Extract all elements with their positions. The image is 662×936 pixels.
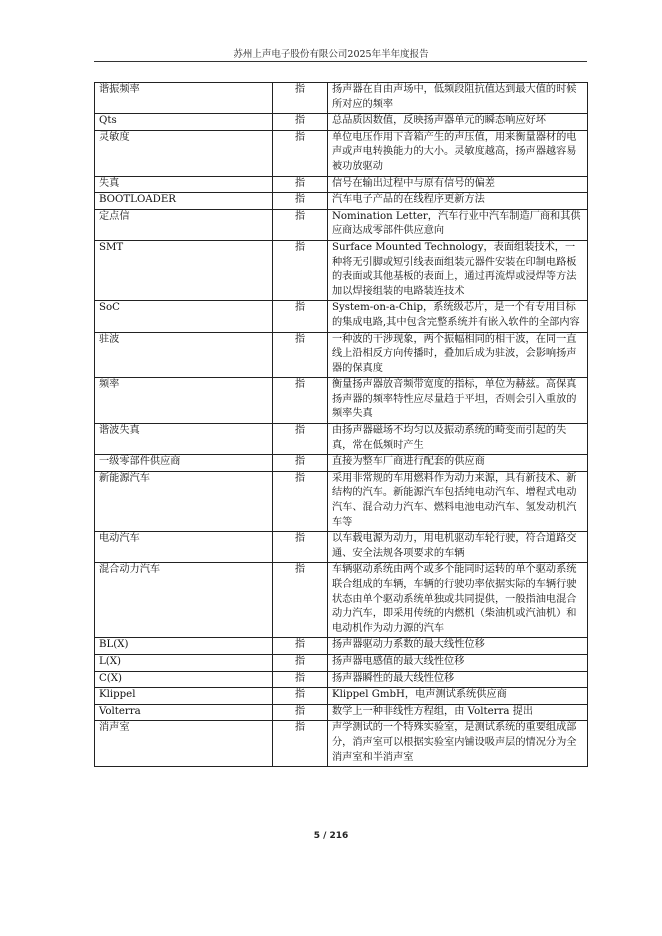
separator-cell: 指 (273, 424, 328, 455)
table-row (95, 654, 588, 671)
definition-cell: 扬声器驱动力系数的最大线性位移 (328, 638, 588, 655)
table-row (95, 332, 588, 378)
separator-cell: 指 (273, 209, 328, 240)
definition-cell: 汽车电子产品的在线程序更新方法 (328, 193, 588, 210)
separator-cell: 指 (273, 114, 328, 131)
table-row (95, 378, 588, 424)
definition-cell: 扬声器瞬性的最大线性位移 (328, 671, 588, 688)
term-cell: 频率 (95, 378, 273, 424)
definition-cell: 信号在输出过程中与原有信号的偏差 (328, 176, 588, 193)
table-row (95, 176, 588, 193)
table-row (95, 424, 588, 455)
term-cell: 一级零部件供应商 (95, 455, 273, 472)
definition-cell: System-on-a-Chip，系统级芯片，是一个有专用目标的集成电路,其中包含完整系统并有嵌入软件的全部内容 (328, 301, 588, 332)
term-cell: 谐振频率 (95, 83, 273, 114)
term-cell: 灵敏度 (95, 130, 273, 176)
term-cell: SMT (95, 240, 273, 300)
table-row (95, 301, 588, 332)
separator-cell: 指 (273, 638, 328, 655)
separator-cell: 指 (273, 176, 328, 193)
page-number: 5 / 216 (313, 831, 349, 841)
definition-cell: 以车载电源为动力，用电机驱动车轮行驶，符合道路交通、安全法规各项要求的车辆 (328, 532, 588, 563)
term-cell: 消声室 (95, 721, 273, 767)
header-rule (94, 61, 587, 62)
term-cell: L(X) (95, 654, 273, 671)
definition-cell: 直接为整车厂商进行配套的供应商 (328, 455, 588, 472)
separator-cell: 指 (273, 721, 328, 767)
definition-cell: 一种波的干涉现象，两个振幅相同的相干波，在同一直线上沿相反方向传播时，叠加后成为驻波，会影响扬声器的保真度 (328, 332, 588, 378)
term-cell: 电动汽车 (95, 532, 273, 563)
term-cell: 定点信 (95, 209, 273, 240)
table-row (95, 471, 588, 531)
table-row (95, 638, 588, 655)
definition-cell: Klippel GmbH，电声测试系统供应商 (328, 688, 588, 705)
table-row (95, 563, 588, 638)
definition-cell: Nomination Letter，汽车行业中汽车制造厂商和其供应商达成零部件供应意向 (328, 209, 588, 240)
term-cell: Klippel (95, 688, 273, 705)
term-cell: SoC (95, 301, 273, 332)
page-header: 苏州上声电子股份有限公司2025年半年度报告 (233, 49, 429, 60)
glossary-table (94, 82, 588, 767)
table-row (95, 688, 588, 705)
separator-cell: 指 (273, 240, 328, 300)
separator-cell: 指 (273, 688, 328, 705)
table-row (95, 209, 588, 240)
separator-cell: 指 (273, 378, 328, 424)
definition-cell: 采用非常规的车用燃料作为动力来源，具有新技术、新结构的汽车。新能源汽车包括纯电动汽车、增程式电动汽车、混合动力汽车、燃料电池电动汽车、氢发动机汽车等 (328, 471, 588, 531)
term-cell: 驻波 (95, 332, 273, 378)
separator-cell: 指 (273, 332, 328, 378)
separator-cell: 指 (273, 563, 328, 638)
term-cell: BOOTLOADER (95, 193, 273, 210)
term-cell: 新能源汽车 (95, 471, 273, 531)
definition-cell: 车辆驱动系统由两个或多个能同时运转的单个驱动系统联合组成的车辆，车辆的行驶功率依据实际的车辆行驶状态由单个驱动系统单独或共同提供，一般指油电混合动力汽车，即采用传统的内燃机（柴油机或汽油机）和电动机作为动力源的汽车 (328, 563, 588, 638)
table-row (95, 83, 588, 114)
definition-cell: 单位电压作用下音箱产生的声压值，用来衡量器材的电声或声电转换能力的大小。灵敏度越高，扬声器越容易被功放驱动 (328, 130, 588, 176)
term-cell: Volterra (95, 704, 273, 721)
table-row (95, 193, 588, 210)
table-row (95, 130, 588, 176)
term-cell: 谐波失真 (95, 424, 273, 455)
definition-cell: 扬声器在自由声场中，低频段阻抗值达到最大值的时候所对应的频率 (328, 83, 588, 114)
table-row (95, 721, 588, 767)
separator-cell: 指 (273, 671, 328, 688)
definition-cell: Surface Mounted Technology，表面组装技术，一种将无引脚或短引线表面组装元器件安装在印制电路板的表面或其他基板的表面上，通过再流焊或浸焊等方法加以焊接组装的电路装连技术 (328, 240, 588, 300)
table-row (95, 671, 588, 688)
separator-cell: 指 (273, 83, 328, 114)
term-cell: Qts (95, 114, 273, 131)
separator-cell: 指 (273, 130, 328, 176)
table-row (95, 704, 588, 721)
table-row (95, 114, 588, 131)
table-row (95, 455, 588, 472)
term-cell: BL(X) (95, 638, 273, 655)
term-cell: 失真 (95, 176, 273, 193)
table-row (95, 532, 588, 563)
definition-cell: 衡量扬声器放音频带宽度的指标，单位为赫兹。高保真扬声器的频率特性应尽量趋于平坦，否则会引入重放的频率失真 (328, 378, 588, 424)
definition-cell: 扬声器电感值的最大线性位移 (328, 654, 588, 671)
definition-cell: 声学测试的一个特殊实验室，是测试系统的重要组成部分，消声室可以根据实验室内铺设吸声层的情况分为全消声室和半消声室 (328, 721, 588, 767)
separator-cell: 指 (273, 532, 328, 563)
separator-cell: 指 (273, 455, 328, 472)
separator-cell: 指 (273, 704, 328, 721)
separator-cell: 指 (273, 471, 328, 531)
definition-cell: 数学上一种非线性方程组，由 Volterra 提出 (328, 704, 588, 721)
table-row (95, 240, 588, 300)
definition-cell: 总品质因数值，反映扬声器单元的瞬态响应好坏 (328, 114, 588, 131)
glossary-body (95, 83, 588, 767)
separator-cell: 指 (273, 654, 328, 671)
term-cell: 混合动力汽车 (95, 563, 273, 638)
separator-cell: 指 (273, 301, 328, 332)
definition-cell: 由扬声器磁场不均匀以及振动系统的畸变而引起的失真，常在低频时产生 (328, 424, 588, 455)
term-cell: C(X) (95, 671, 273, 688)
separator-cell: 指 (273, 193, 328, 210)
